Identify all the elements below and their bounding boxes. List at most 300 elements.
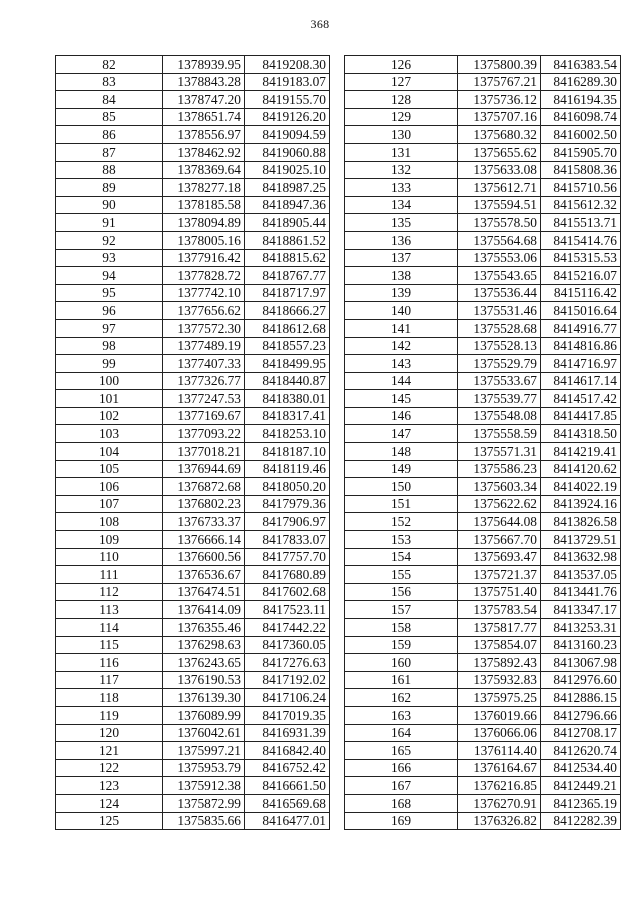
y-coordinate-cell: 8418499.95 [245, 355, 330, 373]
y-coordinate-cell: 8417019.35 [245, 706, 330, 724]
x-coordinate-cell: 1375612.71 [458, 179, 541, 197]
x-coordinate-cell: 1375533.67 [458, 372, 541, 390]
point-number-cell: 131 [345, 143, 458, 161]
x-coordinate-cell: 1375872.99 [163, 794, 245, 812]
table-row [345, 777, 621, 795]
y-coordinate-cell: 8414219.41 [541, 443, 621, 461]
y-coordinate-cell: 8419155.70 [245, 91, 330, 109]
y-coordinate-cell: 8416661.50 [245, 777, 330, 795]
y-coordinate-cell: 8417192.02 [245, 671, 330, 689]
table-row [345, 812, 621, 830]
x-coordinate-cell: 1378005.16 [163, 231, 245, 249]
point-number-cell: 147 [345, 425, 458, 443]
table-row [56, 443, 330, 461]
table-row [56, 179, 330, 197]
x-coordinate-cell: 1375539.77 [458, 390, 541, 408]
y-coordinate-cell: 8418119.46 [245, 460, 330, 478]
x-coordinate-cell: 1376042.61 [163, 724, 245, 742]
point-number-cell: 108 [56, 513, 163, 531]
y-coordinate-cell: 8412976.60 [541, 671, 621, 689]
y-coordinate-cell: 8413253.31 [541, 619, 621, 637]
point-number-cell: 96 [56, 302, 163, 320]
y-coordinate-cell: 8412796.66 [541, 706, 621, 724]
point-number-cell: 107 [56, 495, 163, 513]
table-row [345, 706, 621, 724]
x-coordinate-cell: 1375528.68 [458, 319, 541, 337]
y-coordinate-cell: 8415216.07 [541, 267, 621, 285]
x-coordinate-cell: 1375835.66 [163, 812, 245, 830]
x-coordinate-cell: 1376089.99 [163, 706, 245, 724]
x-coordinate-cell: 1375644.08 [458, 513, 541, 531]
table-row [56, 548, 330, 566]
y-coordinate-cell: 8414816.86 [541, 337, 621, 355]
point-number-cell: 145 [345, 390, 458, 408]
y-coordinate-cell: 8416842.40 [245, 742, 330, 760]
table-row [56, 284, 330, 302]
table-row [56, 742, 330, 760]
x-coordinate-cell: 1378747.20 [163, 91, 245, 109]
x-coordinate-cell: 1378185.58 [163, 196, 245, 214]
x-coordinate-cell: 1375912.38 [163, 777, 245, 795]
point-number-cell: 138 [345, 267, 458, 285]
x-coordinate-cell: 1376019.66 [458, 706, 541, 724]
table-row [345, 495, 621, 513]
point-number-cell: 95 [56, 284, 163, 302]
x-coordinate-cell: 1375817.77 [458, 619, 541, 637]
point-number-cell: 86 [56, 126, 163, 144]
x-coordinate-cell: 1378462.92 [163, 143, 245, 161]
table-row [56, 267, 330, 285]
table-row [345, 73, 621, 91]
point-number-cell: 115 [56, 636, 163, 654]
table-row [345, 671, 621, 689]
point-number-cell: 84 [56, 91, 163, 109]
x-coordinate-cell: 1376243.65 [163, 654, 245, 672]
x-coordinate-cell: 1378843.28 [163, 73, 245, 91]
x-coordinate-cell: 1377407.33 [163, 355, 245, 373]
point-number-cell: 167 [345, 777, 458, 795]
y-coordinate-cell: 8418380.01 [245, 390, 330, 408]
x-coordinate-cell: 1376216.85 [458, 777, 541, 795]
table-row [345, 742, 621, 760]
point-number-cell: 87 [56, 143, 163, 161]
table-row [56, 812, 330, 830]
y-coordinate-cell: 8413160.23 [541, 636, 621, 654]
y-coordinate-cell: 8418767.77 [245, 267, 330, 285]
point-number-cell: 136 [345, 231, 458, 249]
point-number-cell: 99 [56, 355, 163, 373]
y-coordinate-cell: 8412449.21 [541, 777, 621, 795]
y-coordinate-cell: 8416569.68 [245, 794, 330, 812]
table-row [56, 319, 330, 337]
point-number-cell: 125 [56, 812, 163, 830]
table-row [345, 267, 621, 285]
x-coordinate-cell: 1376600.56 [163, 548, 245, 566]
y-coordinate-cell: 8414318.50 [541, 425, 621, 443]
x-coordinate-cell: 1378369.64 [163, 161, 245, 179]
x-coordinate-cell: 1378939.95 [163, 56, 245, 74]
table-row [56, 337, 330, 355]
x-coordinate-cell: 1375578.50 [458, 214, 541, 232]
table-row [56, 73, 330, 91]
point-number-cell: 112 [56, 583, 163, 601]
table-row [56, 654, 330, 672]
x-coordinate-cell: 1375854.07 [458, 636, 541, 654]
y-coordinate-cell: 8416752.42 [245, 759, 330, 777]
table-row [345, 337, 621, 355]
y-coordinate-cell: 8414120.62 [541, 460, 621, 478]
table-row [345, 56, 621, 74]
point-number-cell: 106 [56, 478, 163, 496]
point-number-cell: 128 [345, 91, 458, 109]
x-coordinate-cell: 1375953.79 [163, 759, 245, 777]
y-coordinate-cell: 8416383.54 [541, 56, 621, 74]
point-number-cell: 103 [56, 425, 163, 443]
x-coordinate-cell: 1375528.13 [458, 337, 541, 355]
x-coordinate-cell: 1375767.21 [458, 73, 541, 91]
x-coordinate-cell: 1375892.43 [458, 654, 541, 672]
table-row [56, 460, 330, 478]
table-row [345, 794, 621, 812]
y-coordinate-cell: 8419094.59 [245, 126, 330, 144]
table-row [56, 231, 330, 249]
point-number-cell: 150 [345, 478, 458, 496]
table-row [56, 302, 330, 320]
y-coordinate-cell: 8415315.53 [541, 249, 621, 267]
x-coordinate-cell: 1376802.23 [163, 495, 245, 513]
x-coordinate-cell: 1376414.09 [163, 601, 245, 619]
point-number-cell: 155 [345, 566, 458, 584]
x-coordinate-cell: 1376733.37 [163, 513, 245, 531]
y-coordinate-cell: 8415016.64 [541, 302, 621, 320]
y-coordinate-cell: 8416289.30 [541, 73, 621, 91]
y-coordinate-cell: 8417276.63 [245, 654, 330, 672]
x-coordinate-cell: 1375693.47 [458, 548, 541, 566]
point-number-cell: 102 [56, 407, 163, 425]
point-number-cell: 97 [56, 319, 163, 337]
table-row [345, 583, 621, 601]
table-row [56, 390, 330, 408]
y-coordinate-cell: 8418861.52 [245, 231, 330, 249]
table-row [345, 214, 621, 232]
point-number-cell: 163 [345, 706, 458, 724]
coordinates-table-left [55, 55, 330, 830]
point-number-cell: 159 [345, 636, 458, 654]
table-row [56, 91, 330, 109]
table-row [56, 161, 330, 179]
x-coordinate-cell: 1376536.67 [163, 566, 245, 584]
table-row [56, 706, 330, 724]
table-row [345, 284, 621, 302]
point-number-cell: 94 [56, 267, 163, 285]
y-coordinate-cell: 8412534.40 [541, 759, 621, 777]
point-number-cell: 160 [345, 654, 458, 672]
table-row [345, 249, 621, 267]
point-number-cell: 82 [56, 56, 163, 74]
y-coordinate-cell: 8414022.19 [541, 478, 621, 496]
point-number-cell: 133 [345, 179, 458, 197]
y-coordinate-cell: 8413924.16 [541, 495, 621, 513]
point-number-cell: 137 [345, 249, 458, 267]
x-coordinate-cell: 1376190.53 [163, 671, 245, 689]
point-number-cell: 89 [56, 179, 163, 197]
table-row [56, 425, 330, 443]
table-body [345, 56, 621, 830]
table-row [56, 671, 330, 689]
y-coordinate-cell: 8413537.05 [541, 566, 621, 584]
x-coordinate-cell: 1375564.68 [458, 231, 541, 249]
point-number-cell: 151 [345, 495, 458, 513]
y-coordinate-cell: 8417602.68 [245, 583, 330, 601]
point-number-cell: 90 [56, 196, 163, 214]
point-number-cell: 154 [345, 548, 458, 566]
x-coordinate-cell: 1375529.79 [458, 355, 541, 373]
table-row [345, 566, 621, 584]
x-coordinate-cell: 1377093.22 [163, 425, 245, 443]
y-coordinate-cell: 8418253.10 [245, 425, 330, 443]
point-number-cell: 135 [345, 214, 458, 232]
table-row [345, 548, 621, 566]
point-number-cell: 101 [56, 390, 163, 408]
y-coordinate-cell: 8413729.51 [541, 531, 621, 549]
x-coordinate-cell: 1377656.62 [163, 302, 245, 320]
y-coordinate-cell: 8419183.07 [245, 73, 330, 91]
point-number-cell: 124 [56, 794, 163, 812]
table-row [345, 689, 621, 707]
y-coordinate-cell: 8417106.24 [245, 689, 330, 707]
table-row [56, 478, 330, 496]
table-row [56, 531, 330, 549]
point-number-cell: 105 [56, 460, 163, 478]
x-coordinate-cell: 1375586.23 [458, 460, 541, 478]
x-coordinate-cell: 1377169.67 [163, 407, 245, 425]
point-number-cell: 142 [345, 337, 458, 355]
y-coordinate-cell: 8419025.10 [245, 161, 330, 179]
x-coordinate-cell: 1375543.65 [458, 267, 541, 285]
table-row [345, 601, 621, 619]
point-number-cell: 121 [56, 742, 163, 760]
point-number-cell: 93 [56, 249, 163, 267]
table-row [56, 56, 330, 74]
table-row [56, 583, 330, 601]
x-coordinate-cell: 1375680.32 [458, 126, 541, 144]
point-number-cell: 119 [56, 706, 163, 724]
y-coordinate-cell: 8415710.56 [541, 179, 621, 197]
x-coordinate-cell: 1375603.34 [458, 478, 541, 496]
point-number-cell: 134 [345, 196, 458, 214]
x-coordinate-cell: 1377018.21 [163, 443, 245, 461]
y-coordinate-cell: 8417680.89 [245, 566, 330, 584]
table-row [56, 601, 330, 619]
point-number-cell: 98 [56, 337, 163, 355]
y-coordinate-cell: 8413632.98 [541, 548, 621, 566]
point-number-cell: 116 [56, 654, 163, 672]
point-number-cell: 157 [345, 601, 458, 619]
point-number-cell: 158 [345, 619, 458, 637]
y-coordinate-cell: 8412365.19 [541, 794, 621, 812]
x-coordinate-cell: 1375751.40 [458, 583, 541, 601]
x-coordinate-cell: 1377247.53 [163, 390, 245, 408]
table-row [56, 126, 330, 144]
table-row [56, 372, 330, 390]
point-number-cell: 162 [345, 689, 458, 707]
table-row [56, 619, 330, 637]
y-coordinate-cell: 8418666.27 [245, 302, 330, 320]
x-coordinate-cell: 1375558.59 [458, 425, 541, 443]
table-row [345, 319, 621, 337]
point-number-cell: 169 [345, 812, 458, 830]
table-row [345, 443, 621, 461]
x-coordinate-cell: 1375721.37 [458, 566, 541, 584]
point-number-cell: 132 [345, 161, 458, 179]
y-coordinate-cell: 8418050.20 [245, 478, 330, 496]
point-number-cell: 139 [345, 284, 458, 302]
point-number-cell: 168 [345, 794, 458, 812]
point-number-cell: 91 [56, 214, 163, 232]
y-coordinate-cell: 8415414.76 [541, 231, 621, 249]
point-number-cell: 130 [345, 126, 458, 144]
table-row [56, 355, 330, 373]
table-row [345, 143, 621, 161]
x-coordinate-cell: 1376164.67 [458, 759, 541, 777]
table-row [345, 355, 621, 373]
table-row [345, 126, 621, 144]
table-row [56, 689, 330, 707]
point-number-cell: 156 [345, 583, 458, 601]
y-coordinate-cell: 8417906.97 [245, 513, 330, 531]
y-coordinate-cell: 8418317.41 [245, 407, 330, 425]
point-number-cell: 148 [345, 443, 458, 461]
point-number-cell: 104 [56, 443, 163, 461]
y-coordinate-cell: 8417757.70 [245, 548, 330, 566]
y-coordinate-cell: 8412708.17 [541, 724, 621, 742]
y-coordinate-cell: 8412886.15 [541, 689, 621, 707]
point-number-cell: 152 [345, 513, 458, 531]
table-row [345, 179, 621, 197]
y-coordinate-cell: 8417979.36 [245, 495, 330, 513]
point-number-cell: 122 [56, 759, 163, 777]
y-coordinate-cell: 8416931.39 [245, 724, 330, 742]
point-number-cell: 85 [56, 108, 163, 126]
x-coordinate-cell: 1376355.46 [163, 619, 245, 637]
y-coordinate-cell: 8414517.42 [541, 390, 621, 408]
y-coordinate-cell: 8413347.17 [541, 601, 621, 619]
y-coordinate-cell: 8418815.62 [245, 249, 330, 267]
y-coordinate-cell: 8415905.70 [541, 143, 621, 161]
y-coordinate-cell: 8414916.77 [541, 319, 621, 337]
y-coordinate-cell: 8417442.22 [245, 619, 330, 637]
point-number-cell: 114 [56, 619, 163, 637]
table-row [56, 794, 330, 812]
point-number-cell: 88 [56, 161, 163, 179]
y-coordinate-cell: 8415612.32 [541, 196, 621, 214]
x-coordinate-cell: 1375800.39 [458, 56, 541, 74]
y-coordinate-cell: 8414417.85 [541, 407, 621, 425]
x-coordinate-cell: 1376326.82 [458, 812, 541, 830]
coordinates-table-right [344, 55, 621, 830]
point-number-cell: 146 [345, 407, 458, 425]
point-number-cell: 113 [56, 601, 163, 619]
x-coordinate-cell: 1375633.08 [458, 161, 541, 179]
table-row [345, 231, 621, 249]
point-number-cell: 164 [345, 724, 458, 742]
point-number-cell: 165 [345, 742, 458, 760]
x-coordinate-cell: 1376298.63 [163, 636, 245, 654]
x-coordinate-cell: 1375622.62 [458, 495, 541, 513]
table-row [345, 91, 621, 109]
y-coordinate-cell: 8417360.05 [245, 636, 330, 654]
table-row [345, 460, 621, 478]
y-coordinate-cell: 8418187.10 [245, 443, 330, 461]
table-row [345, 425, 621, 443]
y-coordinate-cell: 8412282.39 [541, 812, 621, 830]
point-number-cell: 127 [345, 73, 458, 91]
point-number-cell: 153 [345, 531, 458, 549]
y-coordinate-cell: 8416194.35 [541, 91, 621, 109]
y-coordinate-cell: 8416002.50 [541, 126, 621, 144]
y-coordinate-cell: 8417523.11 [245, 601, 330, 619]
table-row [56, 108, 330, 126]
x-coordinate-cell: 1375997.21 [163, 742, 245, 760]
x-coordinate-cell: 1376666.14 [163, 531, 245, 549]
x-coordinate-cell: 1377489.19 [163, 337, 245, 355]
x-coordinate-cell: 1376114.40 [458, 742, 541, 760]
y-coordinate-cell: 8418440.87 [245, 372, 330, 390]
y-coordinate-cell: 8419126.20 [245, 108, 330, 126]
y-coordinate-cell: 8418987.25 [245, 179, 330, 197]
point-number-cell: 100 [56, 372, 163, 390]
y-coordinate-cell: 8419208.30 [245, 56, 330, 74]
point-number-cell: 109 [56, 531, 163, 549]
x-coordinate-cell: 1375536.44 [458, 284, 541, 302]
table-row [345, 619, 621, 637]
point-number-cell: 111 [56, 566, 163, 584]
point-number-cell: 140 [345, 302, 458, 320]
point-number-cell: 120 [56, 724, 163, 742]
page-number: 368 [310, 17, 330, 31]
x-coordinate-cell: 1375571.31 [458, 443, 541, 461]
table-row [345, 161, 621, 179]
x-coordinate-cell: 1376944.69 [163, 460, 245, 478]
y-coordinate-cell: 8415513.71 [541, 214, 621, 232]
x-coordinate-cell: 1378277.18 [163, 179, 245, 197]
x-coordinate-cell: 1377742.10 [163, 284, 245, 302]
table-row [345, 108, 621, 126]
point-number-cell: 161 [345, 671, 458, 689]
table-row [56, 777, 330, 795]
x-coordinate-cell: 1377326.77 [163, 372, 245, 390]
table-row [56, 724, 330, 742]
table-row [56, 495, 330, 513]
x-coordinate-cell: 1375594.51 [458, 196, 541, 214]
table-row [345, 407, 621, 425]
table-row [345, 302, 621, 320]
table-row [345, 531, 621, 549]
x-coordinate-cell: 1376270.91 [458, 794, 541, 812]
x-coordinate-cell: 1375783.54 [458, 601, 541, 619]
y-coordinate-cell: 8415808.36 [541, 161, 621, 179]
y-coordinate-cell: 8418947.36 [245, 196, 330, 214]
y-coordinate-cell: 8415116.42 [541, 284, 621, 302]
x-coordinate-cell: 1378651.74 [163, 108, 245, 126]
table-row [345, 196, 621, 214]
table-row [345, 759, 621, 777]
y-coordinate-cell: 8418717.97 [245, 284, 330, 302]
point-number-cell: 141 [345, 319, 458, 337]
y-coordinate-cell: 8416477.01 [245, 812, 330, 830]
table-row [56, 214, 330, 232]
table-row [56, 143, 330, 161]
